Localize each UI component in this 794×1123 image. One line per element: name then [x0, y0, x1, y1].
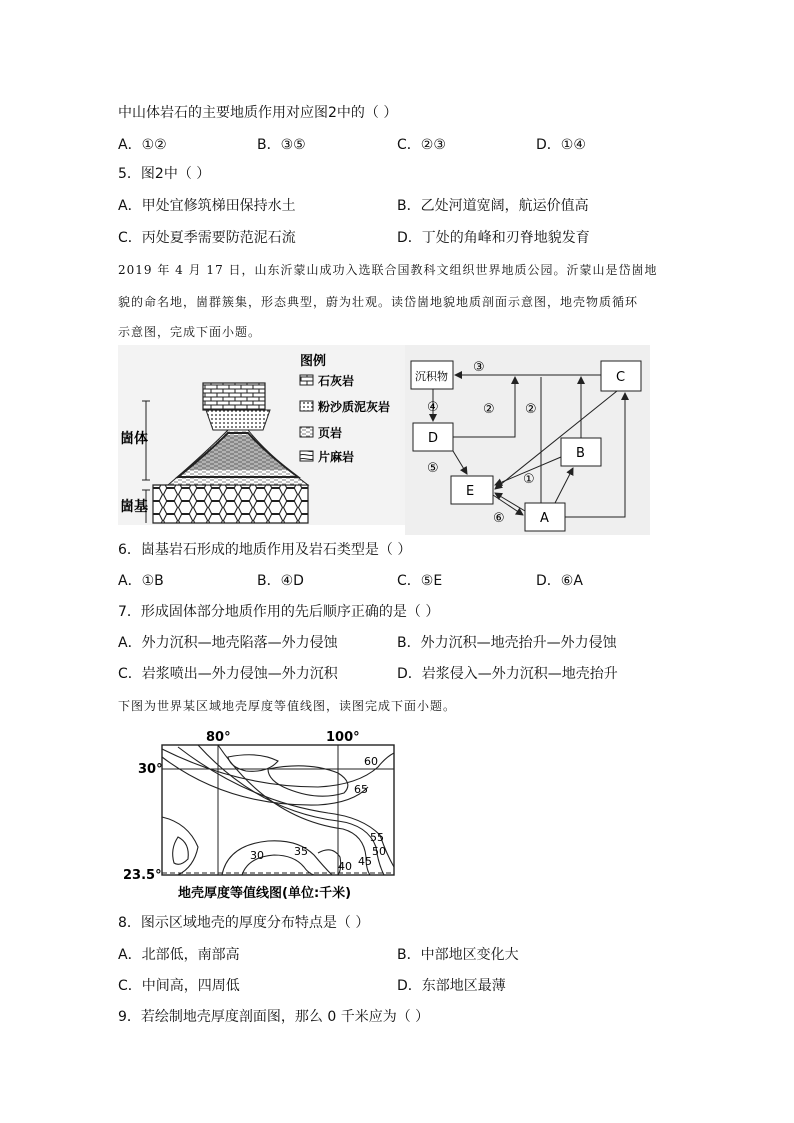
contour-label-30: 30 [250, 849, 264, 862]
legend-marl-swatch [300, 401, 313, 411]
node-b: B [576, 446, 585, 461]
q6-option-c: C．⑤E [397, 573, 443, 589]
contour-label-35: 35 [294, 845, 308, 858]
legend-title: 图例 [300, 354, 327, 369]
contour-label-55: 55 [370, 831, 384, 844]
q5-option-b: B．乙处河道宽阔，航运价值高 [397, 198, 589, 214]
legend-limestone: 石灰岩 [318, 374, 355, 388]
q6-option-d: D．⑥A [536, 573, 583, 589]
q4-option-c: C．②③ [397, 137, 446, 153]
contour-label-60: 60 [364, 755, 378, 768]
lat-label-23-5: 23.5° [123, 868, 162, 883]
node-a: A [540, 511, 549, 526]
contour-label-40: 40 [338, 860, 352, 873]
q8-option-a: A．北部低，南部高 [118, 947, 240, 963]
q5-option-d: D．丁处的角峰和刃脊地貌发育 [397, 230, 590, 246]
q5-option-a: A．甲处宜修筑梯田保持水土 [118, 198, 296, 214]
legend-shale-swatch [300, 427, 313, 437]
map-caption: 地壳厚度等值线图(单位:千米) [178, 886, 352, 901]
geology-profile-figure [118, 345, 408, 525]
q6-option-b: B．④D [257, 573, 304, 589]
lon-label-80: 80° [206, 730, 231, 745]
q4-option-d: D．①④ [536, 137, 586, 153]
q7-option-c: C．岩浆喷出—外力侵蚀—外力沉积 [118, 666, 338, 682]
intro1-line3: 示意图，完成下面小题。 [118, 325, 262, 339]
q7-option-a: A．外力沉积—地壳陷落—外力侵蚀 [118, 635, 338, 651]
legend-marl: 粉沙质泥灰岩 [318, 400, 391, 414]
crust-thickness-map [118, 727, 408, 905]
legend-gneiss-swatch [300, 451, 313, 461]
q8-stem: 8．图示区域地壳的厚度分布特点是（ ） [118, 915, 370, 931]
arrow-label-5: ⑤ [427, 461, 439, 476]
q7-option-d: D．岩浆侵入—外力沉积—地壳抬升 [397, 666, 618, 682]
legend-gneiss: 片麻岩 [318, 450, 355, 464]
legend-shale: 页岩 [318, 426, 343, 440]
node-c: C [616, 370, 626, 385]
intro2: 下图为世界某区域地壳厚度等值线图，读图完成下面小题。 [118, 699, 457, 713]
contour-label-65: 65 [354, 783, 368, 796]
arrow-label-6: ⑥ [493, 511, 505, 526]
q8-option-d: D．东部地区最薄 [397, 978, 506, 994]
q5-stem: 5．图2中（ ） [118, 166, 211, 182]
arrow-label-2a: ② [483, 402, 495, 417]
label-gu-base: 崮基 [120, 499, 148, 515]
q5-option-c: C．丙处夏季需要防范泥石流 [118, 230, 296, 246]
q6-stem: 6．崮基岩石形成的地质作用及岩石类型是（ ） [118, 542, 412, 558]
lat-label-30: 30° [138, 762, 163, 777]
q8-option-c: C．中间高，四周低 [118, 978, 240, 994]
node-sediment: 沉积物 [415, 370, 448, 383]
q8-option-b: B．中部地区变化大 [397, 947, 519, 963]
q4-option-a: A．①② [118, 137, 167, 153]
arrow-label-2b: ② [525, 402, 537, 417]
q7-option-b: B．外力沉积—地壳抬升—外力侵蚀 [397, 635, 617, 651]
q4-option-b: B．③⑤ [257, 137, 306, 153]
arrow-label-1: ① [523, 472, 535, 487]
q6-option-a: A．①B [118, 573, 164, 589]
arrow-label-4: ④ [427, 400, 439, 415]
lon-label-100: 100° [326, 730, 360, 745]
legend-limestone-swatch [300, 375, 313, 385]
q7-stem: 7．形成固体部分地质作用的先后顺序正确的是（ ） [118, 604, 440, 620]
intro1-line2: 貌的命名地，崮群簇集，形态典型，蔚为壮观。读岱崮地貌地质剖面示意图，地壳物质循环 [118, 295, 639, 309]
label-gu-body: 崮体 [120, 431, 148, 447]
rock-cycle-figure [405, 345, 650, 535]
node-d: D [428, 431, 439, 446]
node-e: E [466, 484, 475, 499]
contour-label-45: 45 [358, 855, 372, 868]
q9-stem: 9．若绘制地壳厚度剖面图，那么 0 千米应为（ ） [118, 1009, 430, 1025]
intro1-line1: 2019 年 4 月 17 日，山东沂蒙山成功入选联合国教科文组织世界地质公园。沂蒙山是岱崮地 [118, 263, 658, 277]
arrow-label-3: ③ [473, 360, 485, 375]
q4-stem: 中山体岩石的主要地质作用对应图2中的（ ） [118, 105, 398, 121]
contour-label-50: 50 [372, 845, 386, 858]
